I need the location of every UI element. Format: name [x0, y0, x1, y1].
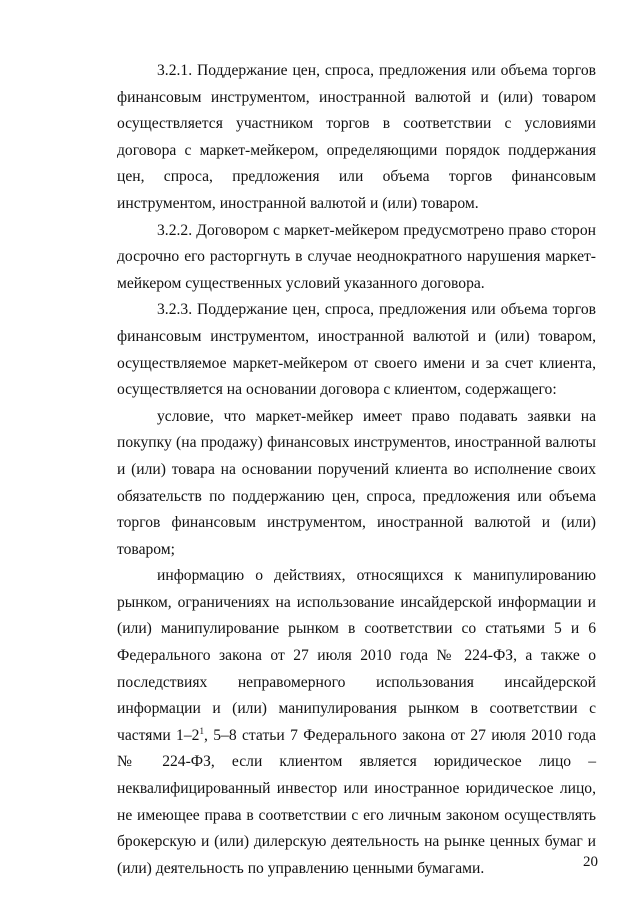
paragraph-3-2-2: 3.2.2. Договором с маркет-мейкером предусмотрено право сторон досрочно его расторгнуть в случае неоднократного нарушения маркет-мейкером существенных условий указанного договора. [117, 221, 596, 292]
paragraph-information-part2: , 5–8 статьи 7 Федерального закона от 27 июля 2010 года № 224-ФЗ, если клиентом является юридическое лицо – неквалифицированный инвестор или иностранное юридическое лицо, не имеющее права в соответствии с его личным законом осуществлять брокерскую и (или) дилерскую деятельность на рынке ценных бумаг и (или) деятельность по управлению ценными бумагами. [117, 726, 596, 877]
paragraph-information [117, 563, 596, 882]
paragraph-condition: условие, что маркет-мейкер имеет право подавать заявки на покупку (на продажу) финансовых инструментов, иностранной валюты и (или) товара на основании поручений клиента во исполнение своих обязательств по поддержанию цен, спроса, предложения или объема торгов финансовым инструментом, иностранной валютой и (или) товаром; [117, 407, 596, 558]
document-body [117, 58, 596, 882]
paragraph-3-2-3: 3.2.3. Поддержание цен, спроса, предложения или объема торгов финансовым инструментом, иностранной валютой и (или) товаром, осуществляемое маркет-мейкером от своего имени и за счет клиента, осуществляется на основании договора с клиентом, содержащего: [117, 301, 596, 399]
paragraph-information-part1: информацию о действиях, относящихся к манипулированию рынком, ограничениях на использование инсайдерской информации и (или) манипулирование рынком в соответствии со статьями 5 и 6 Федерального закона от 27 июля 2010 года № 224-ФЗ, а также о последствиях неправомерного использования инсайдерской информации и (или) манипулирования рынком в соответствии с частями 1–2 [117, 567, 596, 744]
superscript-footnote: 1 [199, 725, 204, 736]
page-number: 20 [583, 854, 598, 870]
paragraph-3-2-1: 3.2.1. Поддержание цен, спроса, предложения или объема торгов финансовым инструментом, иностранной валютой и (или) товаром осуществляется участником торгов в соответствии с условиями договора с маркет-мейкером, определяющими порядок поддержания цен, спроса, предложения или объема торгов финансовым инструментом, иностранной валютой и (или) товаром. [117, 62, 596, 212]
